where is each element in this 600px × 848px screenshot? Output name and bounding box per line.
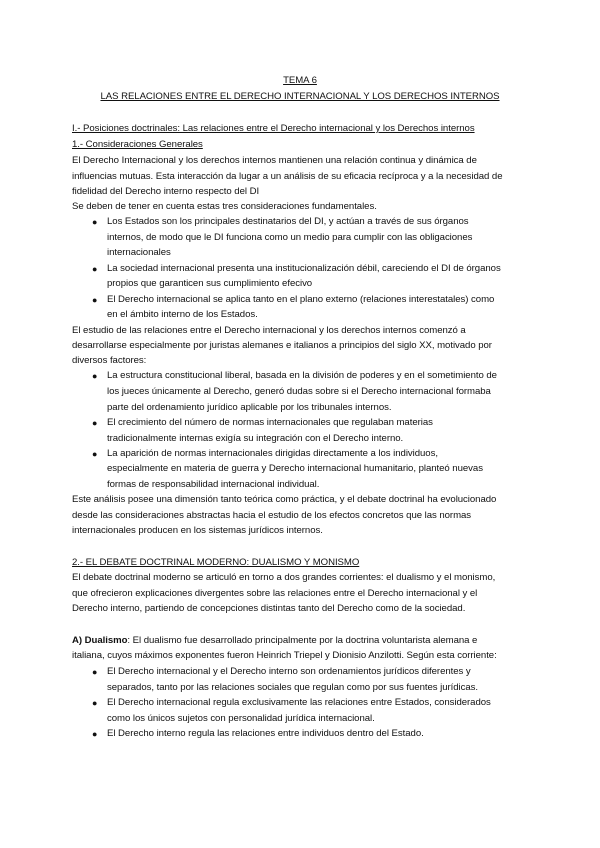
list-item: parte del ordenamiento jurídico aplicable por los tribunales internos. [107, 402, 392, 413]
dualismo-label: A) Dualismo [72, 635, 128, 646]
list-item: especialmente en materia de guerra y Derecho internacional humanitario, planteó nuevas [107, 463, 483, 474]
dualismo-text: : El dualismo fue desarrollado principalmente por la doctrina voluntarista alemana e [127, 635, 478, 646]
document-title: TEMA 6 [283, 75, 317, 86]
bullet-icon: ● [92, 264, 98, 274]
list-item: La aparición de normas internacionales dirigidas directamente a los individuos, [107, 448, 438, 459]
paragraph-line: influencias mutuas. Esta interacción da lugar a un análisis de su eficacia recíproca y a la necesidad de [72, 171, 503, 182]
paragraph-line: que ofrecieron explicaciones divergentes sobre las relaciones entre el Derecho internacional y el [72, 588, 478, 599]
section1-subheading: 1.- Consideraciones Generales [72, 139, 203, 150]
list-item: los jueces únicamente al Derecho, generó dudas sobre si el Derecho internacional formaba [107, 386, 491, 397]
list-item: La sociedad internacional presenta una institucionalización débil, careciendo el DI de órganos [107, 263, 501, 274]
bullet-icon: ● [92, 729, 98, 739]
dualismo-line [72, 633, 477, 649]
list-item: propios que garanticen sus cumplimiento efecivo [107, 278, 313, 289]
bullet-icon: ● [92, 449, 98, 459]
list-item: Los Estados son los principales destinatarios del DI, y actúan a través de sus órganos [107, 216, 469, 227]
list-item: internacionales [107, 247, 171, 258]
list-item: internos, de modo que le DI funciona como un medio para cumplir con las obligaciones [107, 232, 473, 243]
list-item: El Derecho internacional y el Derecho interno son ordenamientos jurídicos diferentes y [107, 666, 471, 677]
bullet-icon: ● [92, 295, 98, 305]
paragraph-line: El estudio de las relaciones entre el Derecho internacional y los derechos internos comenzó a [72, 325, 466, 336]
list-item: El Derecho internacional se aplica tanto en el plano externo (relaciones interestatales) como [107, 294, 495, 305]
bullet-icon: ● [92, 418, 98, 428]
bullet-icon: ● [92, 698, 98, 708]
paragraph-line: fidelidad del Derecho interno respecto del DI [72, 186, 260, 197]
list-item: en el ámbito interno de los Estados. [107, 309, 258, 320]
paragraph-line: Se deben de tener en cuenta estas tres consideraciones fundamentales. [72, 201, 377, 212]
document-subtitle: LAS RELACIONES ENTRE EL DERECHO INTERNACIONAL Y LOS DERECHOS INTERNOS [100, 91, 500, 102]
paragraph-line: Derecho interno, partiendo de concepciones distintas tanto del Derecho como de la sociedad. [72, 603, 466, 614]
paragraph-line: El Derecho Internacional y los derechos internos mantienen una relación continua y dinámica de [72, 155, 477, 166]
paragraph-line: internacionales producen en los sistemas jurídicos internos. [72, 525, 323, 536]
list-item: La estructura constitucional liberal, basada en la división de poderes y en el sometimiento de [107, 370, 497, 381]
paragraph-line: desarrollarse especialmente por juristas alemanes e italianos a principios del siglo XX, motivado por [72, 340, 492, 351]
list-item: formas de responsabilidad internacional individual. [107, 479, 320, 490]
list-item: como los únicos sujetos con personalidad jurídica internacional. [107, 713, 375, 724]
bullet-icon: ● [92, 217, 98, 227]
paragraph-line: Este análisis posee una dimensión tanto teórica como práctica, y el debate doctrinal ha evolucionado [72, 494, 497, 505]
paragraph-line: desde las consideraciones abstractas hacia el estudio de los efectos concretos que las normas [72, 510, 472, 521]
list-item: El Derecho interno regula las relaciones entre individuos dentro del Estado. [107, 728, 424, 739]
paragraph-line: italiana, cuyos máximos exponentes fueron Heinrich Triepel y Dionisio Anzilotti. Según esta corriente: [72, 650, 497, 661]
bullet-icon: ● [92, 667, 98, 677]
section1-heading: I.- Posiciones doctrinales: Las relaciones entre el Derecho internacional y los Derechos internos [72, 123, 475, 134]
list-item: separados, tanto por las relaciones sociales que regulan como por sus fuentes jurídicas. [107, 682, 479, 693]
list-item: El crecimiento del número de normas internacionales que regulaban materias [107, 417, 433, 428]
list-item: tradicionalmente internas exigía su integración con el Derecho interno. [107, 433, 404, 444]
bullet-icon: ● [92, 371, 98, 381]
paragraph-line: diversos factores: [72, 355, 147, 366]
list-item: El Derecho internacional regula exclusivamente las relaciones entre Estados, considerados [107, 697, 491, 708]
section2-heading: 2.- EL DEBATE DOCTRINAL MODERNO: DUALISMO Y MONISMO [72, 557, 360, 568]
paragraph-line: El debate doctrinal moderno se articuló en torno a dos grandes corrientes: el dualismo y el monismo, [72, 572, 496, 583]
